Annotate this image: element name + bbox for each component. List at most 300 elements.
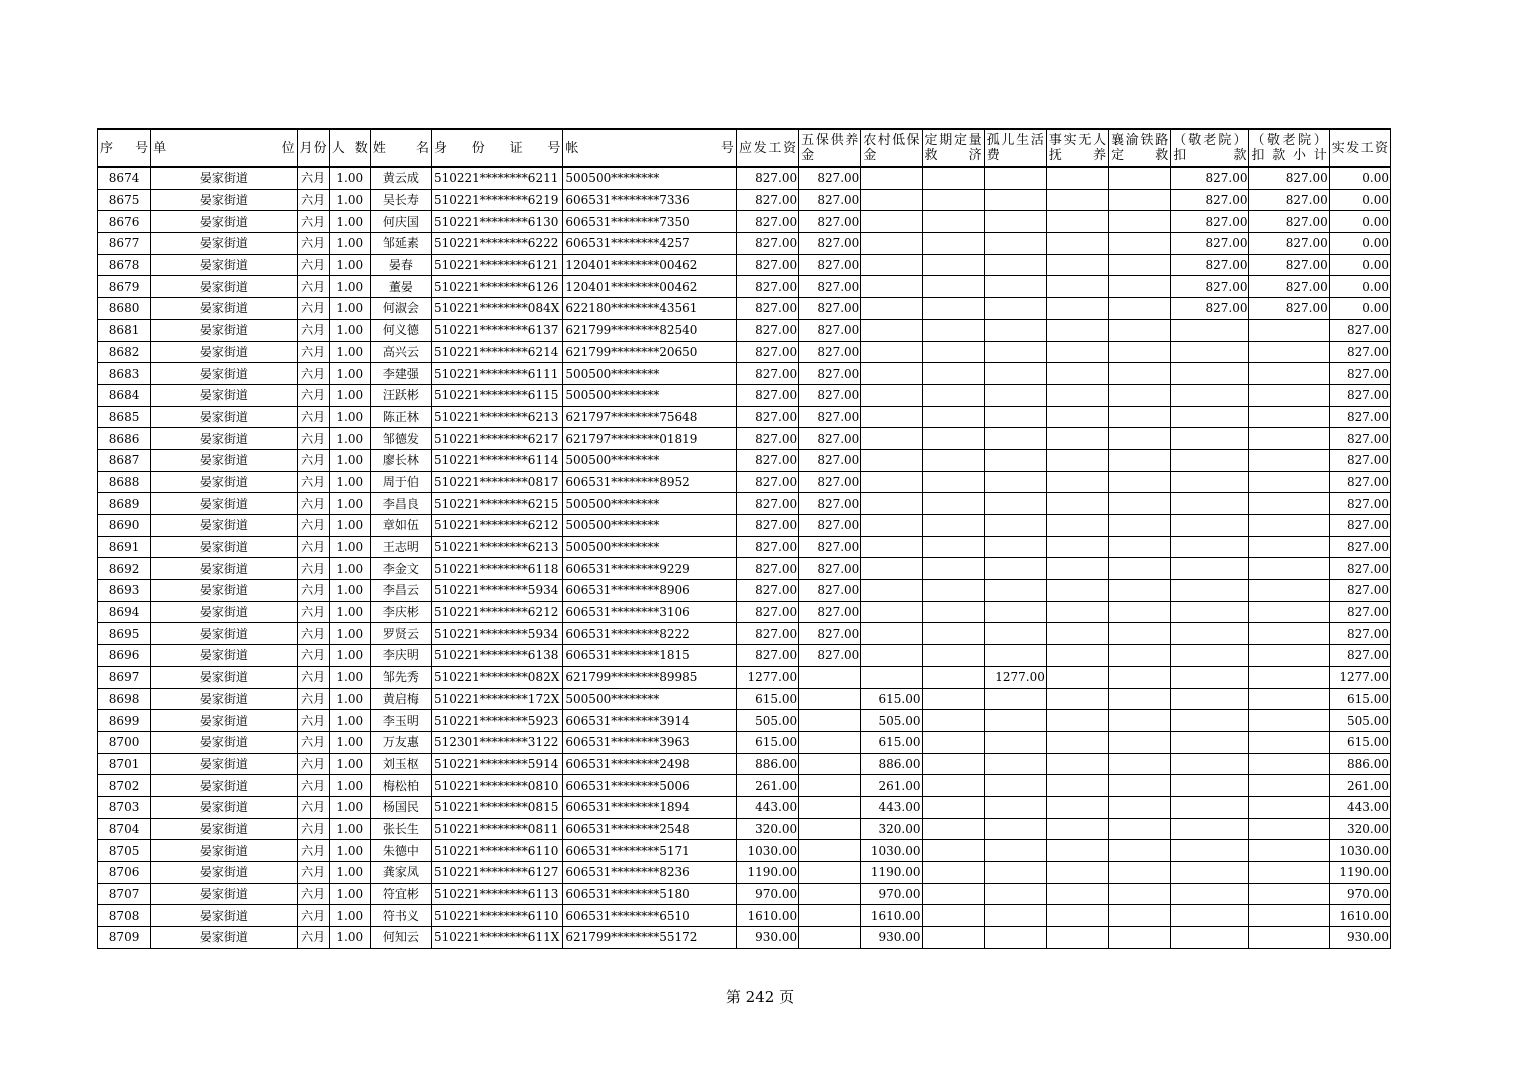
cell-account: 621797********75648 [563,406,737,428]
cell-account: 606531********5180 [563,883,737,905]
cell-wubao [799,862,861,884]
header-wubao: 五保供养金 [799,129,861,167]
cell-unit: 晏家街道 [151,645,297,667]
cell-name: 杨国民 [370,796,431,818]
cell-guer [984,363,1046,385]
cell-name: 吴长寿 [370,189,431,211]
cell-dibao: 615.00 [861,688,922,710]
cell-unit: 晏家街道 [151,536,297,558]
cell-shishi [1046,536,1108,558]
table-row [98,883,1391,905]
cell-unit: 晏家街道 [151,341,297,363]
cell-unit: 晏家街道 [151,276,297,298]
cell-due: 827.00 [736,233,798,255]
cell-dibao [861,471,922,493]
cell-jly-deduct: 827.00 [1171,298,1249,320]
cell-id-number: 510221********6121 [432,254,563,276]
cell-unit: 晏家街道 [151,406,297,428]
cell-dibao [861,211,922,233]
page-number: 第 242 页 [725,988,795,1006]
cell-xiangyu [1109,449,1171,471]
cell-jly-deduct [1171,536,1249,558]
cell-shishi [1046,471,1108,493]
cell-paid: 827.00 [1329,645,1390,667]
cell-count: 1.00 [329,580,370,602]
cell-wubao: 827.00 [799,319,861,341]
cell-xiangyu [1109,428,1171,450]
cell-jly-deduct [1171,580,1249,602]
cell-name: 李庆明 [370,645,431,667]
cell-due: 886.00 [736,753,798,775]
cell-unit: 晏家街道 [151,753,297,775]
cell-seq: 8707 [98,883,151,905]
cell-jly-subtotal [1249,580,1329,602]
cell-jly-subtotal [1249,558,1329,580]
cell-xiangyu [1109,536,1171,558]
cell-dibao [861,428,922,450]
cell-jly-deduct [1171,428,1249,450]
cell-seq: 8683 [98,363,151,385]
cell-dingliang [922,775,984,797]
cell-dingliang [922,840,984,862]
cell-unit: 晏家街道 [151,666,297,688]
cell-dibao: 930.00 [861,927,922,949]
cell-count: 1.00 [329,753,370,775]
cell-shishi [1046,710,1108,732]
cell-xiangyu [1109,341,1171,363]
cell-dingliang [922,796,984,818]
cell-jly-subtotal [1249,710,1329,732]
table-row [98,558,1391,580]
cell-month: 六月 [297,818,329,840]
cell-shishi [1046,406,1108,428]
cell-dingliang [922,883,984,905]
cell-guer: 1277.00 [984,666,1046,688]
cell-name: 高兴云 [370,341,431,363]
cell-wubao [799,927,861,949]
cell-id-number: 510221********6126 [432,276,563,298]
cell-paid: 505.00 [1329,710,1390,732]
cell-name: 张长生 [370,818,431,840]
cell-seq: 8700 [98,731,151,753]
cell-guer [984,796,1046,818]
cell-xiangyu [1109,601,1171,623]
cell-shishi [1046,233,1108,255]
cell-account: 606531********8906 [563,580,737,602]
cell-seq: 8706 [98,862,151,884]
cell-dingliang [922,688,984,710]
cell-shishi [1046,211,1108,233]
cell-paid: 0.00 [1329,276,1390,298]
header-due: 应发工资 [736,129,798,167]
cell-shishi [1046,515,1108,537]
cell-count: 1.00 [329,645,370,667]
cell-wubao: 827.00 [799,645,861,667]
cell-count: 1.00 [329,818,370,840]
cell-seq: 8687 [98,449,151,471]
cell-dibao [861,233,922,255]
cell-id-number: 510221********5923 [432,710,563,732]
cell-unit: 晏家街道 [151,493,297,515]
cell-count: 1.00 [329,862,370,884]
cell-seq: 8693 [98,580,151,602]
cell-xiangyu [1109,189,1171,211]
cell-unit: 晏家街道 [151,623,297,645]
cell-id-number: 510221********0817 [432,471,563,493]
cell-dibao: 261.00 [861,775,922,797]
table-row [98,384,1391,406]
cell-guer [984,710,1046,732]
cell-dingliang [922,319,984,341]
cell-shishi [1046,688,1108,710]
cell-jly-subtotal [1249,905,1329,927]
table-row [98,905,1391,927]
cell-dingliang [922,753,984,775]
cell-unit: 晏家街道 [151,883,297,905]
cell-dibao [861,254,922,276]
cell-wubao: 827.00 [799,276,861,298]
cell-unit: 晏家街道 [151,363,297,385]
cell-month: 六月 [297,753,329,775]
table-row [98,428,1391,450]
table-row [98,666,1391,688]
cell-id-number: 510221********6118 [432,558,563,580]
cell-count: 1.00 [329,233,370,255]
cell-count: 1.00 [329,883,370,905]
cell-xiangyu [1109,254,1171,276]
cell-seq: 8674 [98,167,151,189]
cell-wubao [799,753,861,775]
cell-month: 六月 [297,233,329,255]
cell-dibao [861,363,922,385]
cell-dingliang [922,254,984,276]
cell-due: 1190.00 [736,862,798,884]
cell-jly-deduct [1171,319,1249,341]
cell-jly-subtotal: 827.00 [1249,233,1329,255]
cell-dibao [861,601,922,623]
cell-paid: 615.00 [1329,731,1390,753]
cell-jly-subtotal [1249,623,1329,645]
cell-due: 827.00 [736,167,798,189]
cell-guer [984,753,1046,775]
table-row [98,623,1391,645]
cell-jly-deduct [1171,515,1249,537]
cell-name: 晏春 [370,254,431,276]
cell-account: 606531********7350 [563,211,737,233]
cell-due: 1277.00 [736,666,798,688]
cell-paid: 886.00 [1329,753,1390,775]
cell-jly-deduct [1171,601,1249,623]
table-row [98,753,1391,775]
cell-name: 黄云成 [370,167,431,189]
cell-due: 827.00 [736,623,798,645]
cell-shishi [1046,189,1108,211]
cell-dibao: 886.00 [861,753,922,775]
cell-paid: 827.00 [1329,623,1390,645]
cell-month: 六月 [297,276,329,298]
cell-name: 李金文 [370,558,431,580]
cell-count: 1.00 [329,623,370,645]
cell-id-number: 510221********6212 [432,515,563,537]
cell-jly-deduct [1171,406,1249,428]
cell-jly-subtotal [1249,796,1329,818]
cell-id-number: 510221********6114 [432,449,563,471]
cell-month: 六月 [297,449,329,471]
cell-seq: 8680 [98,298,151,320]
cell-guer [984,449,1046,471]
table-row [98,363,1391,385]
cell-dingliang [922,276,984,298]
cell-month: 六月 [297,515,329,537]
cell-wubao: 827.00 [799,515,861,537]
cell-guer [984,580,1046,602]
cell-count: 1.00 [329,471,370,493]
table-row [98,862,1391,884]
cell-xiangyu [1109,276,1171,298]
cell-count: 1.00 [329,319,370,341]
cell-guer [984,731,1046,753]
table-row [98,515,1391,537]
cell-xiangyu [1109,688,1171,710]
cell-jly-deduct [1171,710,1249,732]
cell-xiangyu [1109,775,1171,797]
cell-jly-deduct: 827.00 [1171,211,1249,233]
cell-shishi [1046,428,1108,450]
cell-name: 李昌云 [370,580,431,602]
cell-guer [984,341,1046,363]
cell-jly-subtotal [1249,428,1329,450]
cell-month: 六月 [297,580,329,602]
cell-month: 六月 [297,536,329,558]
cell-due: 827.00 [736,319,798,341]
table-row [98,645,1391,667]
cell-jly-subtotal [1249,493,1329,515]
cell-dibao [861,623,922,645]
cell-dingliang [922,428,984,450]
cell-shishi [1046,731,1108,753]
cell-due: 827.00 [736,384,798,406]
cell-account: 621799********82540 [563,319,737,341]
cell-due: 930.00 [736,927,798,949]
cell-wubao [799,905,861,927]
cell-unit: 晏家街道 [151,254,297,276]
cell-wubao [799,883,861,905]
cell-dingliang [922,471,984,493]
cell-count: 1.00 [329,298,370,320]
cell-dibao [861,645,922,667]
cell-paid: 970.00 [1329,883,1390,905]
cell-guer [984,883,1046,905]
cell-dingliang [922,710,984,732]
cell-jly-subtotal [1249,515,1329,537]
cell-wubao: 827.00 [799,167,861,189]
cell-name: 周于伯 [370,471,431,493]
cell-xiangyu [1109,384,1171,406]
table-body [98,167,1391,948]
cell-id-number: 510221********6113 [432,883,563,905]
cell-wubao [799,688,861,710]
cell-shishi [1046,645,1108,667]
cell-dingliang [922,818,984,840]
cell-jly-deduct [1171,493,1249,515]
cell-seq: 8675 [98,189,151,211]
cell-dingliang [922,862,984,884]
cell-paid: 615.00 [1329,688,1390,710]
cell-name: 万友惠 [370,731,431,753]
cell-month: 六月 [297,666,329,688]
cell-count: 1.00 [329,536,370,558]
cell-paid: 827.00 [1329,384,1390,406]
cell-jly-deduct [1171,731,1249,753]
cell-account: 606531********8222 [563,623,737,645]
cell-jly-deduct [1171,905,1249,927]
cell-id-number: 510221********082X [432,666,563,688]
cell-account: 621797********01819 [563,428,737,450]
cell-jly-subtotal: 827.00 [1249,298,1329,320]
cell-seq: 8701 [98,753,151,775]
table-row [98,493,1391,515]
cell-guer [984,862,1046,884]
cell-seq: 8704 [98,818,151,840]
cell-shishi [1046,666,1108,688]
cell-due: 827.00 [736,341,798,363]
cell-wubao [799,731,861,753]
cell-count: 1.00 [329,406,370,428]
cell-dibao [861,384,922,406]
cell-paid: 0.00 [1329,189,1390,211]
cell-account: 500500******** [563,688,737,710]
cell-paid: 443.00 [1329,796,1390,818]
cell-dingliang [922,384,984,406]
cell-paid: 827.00 [1329,341,1390,363]
cell-due: 615.00 [736,731,798,753]
header-account: 帐 号 [563,129,737,167]
cell-paid: 1610.00 [1329,905,1390,927]
cell-shishi [1046,384,1108,406]
cell-account: 120401********00462 [563,254,737,276]
cell-paid: 827.00 [1329,601,1390,623]
cell-wubao: 827.00 [799,471,861,493]
cell-name: 陈正林 [370,406,431,428]
cell-due: 827.00 [736,558,798,580]
cell-guer [984,536,1046,558]
cell-dingliang [922,927,984,949]
cell-wubao: 827.00 [799,233,861,255]
cell-id-number: 510221********6219 [432,189,563,211]
table-row [98,189,1391,211]
cell-wubao: 827.00 [799,384,861,406]
cell-unit: 晏家街道 [151,840,297,862]
cell-name: 李建强 [370,363,431,385]
cell-jly-deduct [1171,471,1249,493]
cell-month: 六月 [297,905,329,927]
cell-xiangyu [1109,645,1171,667]
cell-seq: 8709 [98,927,151,949]
cell-xiangyu [1109,623,1171,645]
cell-wubao: 827.00 [799,493,861,515]
cell-xiangyu [1109,818,1171,840]
cell-guer [984,558,1046,580]
cell-seq: 8692 [98,558,151,580]
cell-dibao [861,515,922,537]
cell-dibao: 615.00 [861,731,922,753]
cell-id-number: 510221********172X [432,688,563,710]
cell-wubao: 827.00 [799,189,861,211]
cell-unit: 晏家街道 [151,384,297,406]
cell-dibao [861,406,922,428]
cell-seq: 8702 [98,775,151,797]
cell-id-number: 510221********6127 [432,862,563,884]
cell-month: 六月 [297,623,329,645]
cell-wubao [799,796,861,818]
cell-id-number: 512301********3122 [432,731,563,753]
cell-account: 500500******** [563,167,737,189]
cell-paid: 827.00 [1329,515,1390,537]
cell-count: 1.00 [329,731,370,753]
cell-seq: 8690 [98,515,151,537]
cell-due: 827.00 [736,493,798,515]
cell-xiangyu [1109,580,1171,602]
cell-due: 827.00 [736,580,798,602]
table-row [98,775,1391,797]
cell-jly-deduct [1171,796,1249,818]
cell-shishi [1046,319,1108,341]
cell-xiangyu [1109,363,1171,385]
table-row [98,406,1391,428]
cell-shishi [1046,276,1108,298]
cell-due: 827.00 [736,515,798,537]
cell-xiangyu [1109,862,1171,884]
cell-account: 500500******** [563,363,737,385]
cell-paid: 0.00 [1329,211,1390,233]
cell-seq: 8708 [98,905,151,927]
cell-count: 1.00 [329,449,370,471]
cell-wubao [799,818,861,840]
cell-due: 827.00 [736,276,798,298]
cell-id-number: 510221********5934 [432,580,563,602]
cell-due: 320.00 [736,818,798,840]
cell-month: 六月 [297,471,329,493]
cell-seq: 8688 [98,471,151,493]
cell-name: 邹先秀 [370,666,431,688]
cell-wubao: 827.00 [799,580,861,602]
cell-wubao: 827.00 [799,601,861,623]
cell-jly-subtotal [1249,731,1329,753]
cell-unit: 晏家街道 [151,428,297,450]
cell-guer [984,905,1046,927]
cell-name: 廖长林 [370,449,431,471]
cell-seq: 8686 [98,428,151,450]
cell-unit: 晏家街道 [151,905,297,927]
cell-guer [984,211,1046,233]
cell-count: 1.00 [329,558,370,580]
cell-wubao: 827.00 [799,623,861,645]
cell-month: 六月 [297,883,329,905]
table-row [98,580,1391,602]
cell-id-number: 510221********6130 [432,211,563,233]
cell-unit: 晏家街道 [151,189,297,211]
cell-unit: 晏家街道 [151,167,297,189]
cell-due: 261.00 [736,775,798,797]
cell-jly-deduct [1171,449,1249,471]
cell-count: 1.00 [329,927,370,949]
cell-guer [984,645,1046,667]
table-row [98,319,1391,341]
cell-guer [984,384,1046,406]
cell-seq: 8685 [98,406,151,428]
cell-due: 443.00 [736,796,798,818]
cell-dingliang [922,601,984,623]
